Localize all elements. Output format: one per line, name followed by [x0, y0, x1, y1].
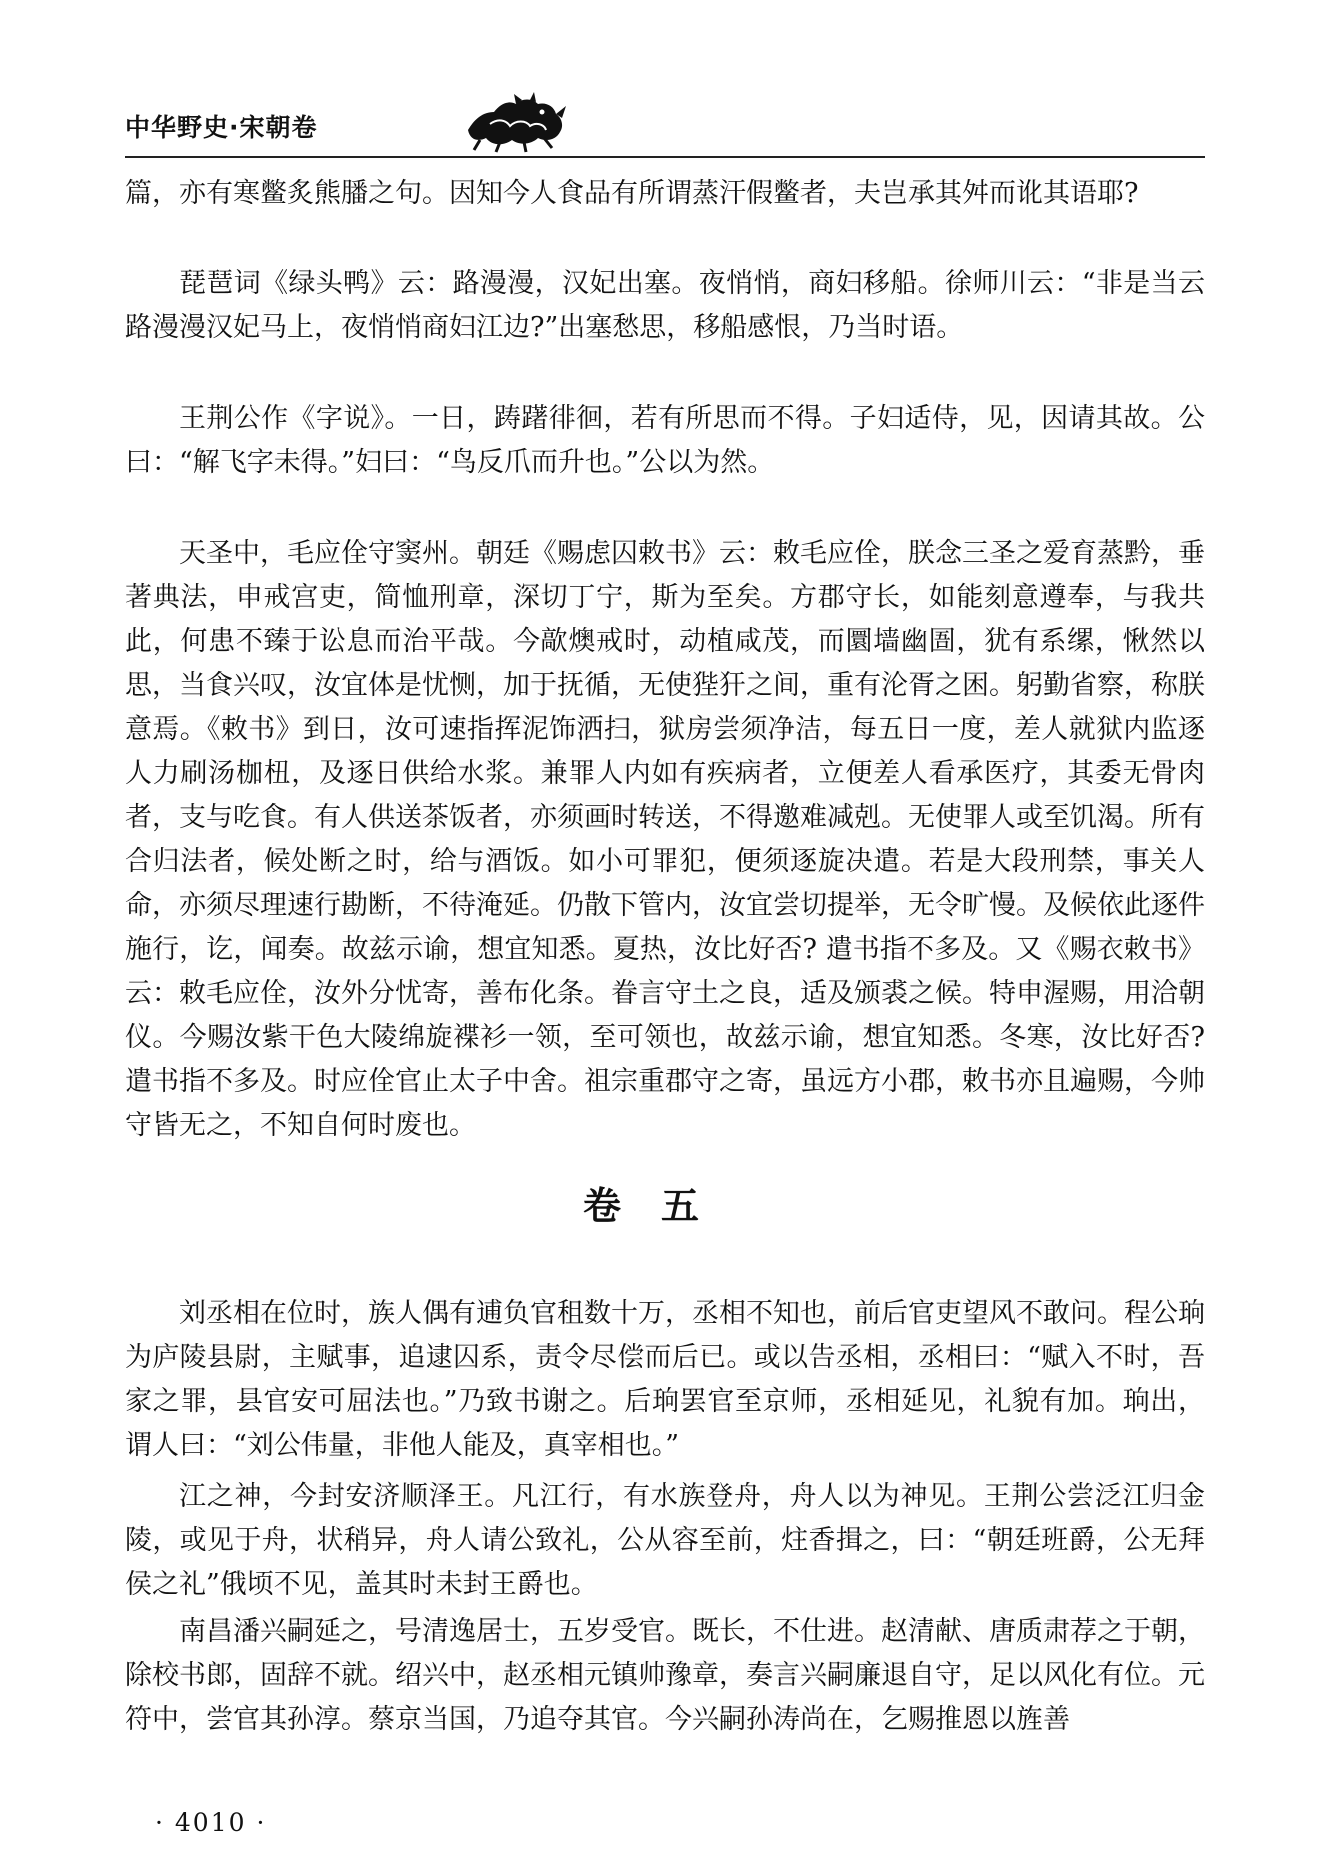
- dragon-emblem-icon: [460, 90, 570, 154]
- page-number: · 4010 ·: [155, 1808, 267, 1837]
- paragraph-continued: 篇，亦有寒鳖炙熊膰之句。因知今人食品有所谓蒸汗假鳖者，夫岂承其舛而讹其语耶?: [125, 178, 1139, 209]
- section-title: 卷五: [582, 1184, 739, 1228]
- paragraph: 江之神，今封安济顺泽王。凡江行，有水族登舟，舟人以为神见。王荆公尝泛江归金陵，或见于舟，状稍异，舟人请公致礼，公从容至前，炷香揖之，曰：“朝廷班爵，公无拜侯之礼”俄顷不见，盖其时未封王爵也。: [125, 1481, 1205, 1600]
- book-title: 中华野史·宋朝卷: [125, 113, 318, 142]
- paragraph: 琵琶词《绿头鸭》云：路漫漫，汉妃出塞。夜悄悄，商妇移船。徐师川云：“非是当云路漫漫汉妃马上，夜悄悄商妇江边?”出塞愁思，移船感恨，乃当时语。: [125, 268, 1205, 343]
- paragraph: 南昌潘兴嗣延之，号清逸居士，五岁受官。既长，不仕进。赵清献、唐质肃荐之于朝，除校书郎，固辞不就。绍兴中，赵丞相元镇帅豫章，奏言兴嗣廉退自守，足以风化有位。元符中，尝官其孙淳。蔡京当国，乃追夺其官。今兴嗣孙涛尚在，乞赐推恩以旌善: [125, 1616, 1205, 1735]
- paragraph: 刘丞相在位时，族人偶有逋负官租数十万，丞相不知也，前后官吏望风不敢问。程公珦为庐陵县尉，主赋事，追逮囚系，责令尽偿而后已。或以告丞相，丞相曰：“赋入不时，吾家之罪，县官安可屈法也。”乃致书谢之。后珦罢官至京师，丞相延见，礼貌有加。珦出，谓人曰：“刘公伟量，非他人能及，真宰相也。”: [125, 1298, 1205, 1461]
- running-header: [125, 98, 1205, 158]
- paragraph: 天圣中，毛应佺守窦州。朝廷《赐虑囚敕书》云：敕毛应佺，朕念三圣之爱育蒸黔，垂著典法，申戒宫吏，简恤刑章，深切丁宁，斯为至矣。方郡守长，如能刻意遵奉，与我共此，何患不臻于讼息而治平哉。今歊燠戒时，动植咸茂，而圜墙幽圄，犹有系缧，愀然以思，当食兴叹，汝宜体是忧恻，加于抚循，无使狴犴之间，重有沦胥之困。躬勤省察，称朕意焉。《敕书》到日，汝可速指挥泥饰洒扫，狱房尝须净洁，每五日一度，差人就狱内监逐人力刷汤枷杻，及逐日供给水浆。兼罪人内如有疾病者，立便差人看承医疗，其委无骨肉者，支与吃食。有人供送茶饭者，亦须画时转送，不得邀难减剋。无使罪人或至饥渴。所有合归法者，候处断之时，给与酒饭。如小可罪犯，便须逐旋决遣。若是大段刑禁，事关人命，亦须尽理速行勘断，不待淹延。仍散下管内，汝宜尝切提举，无令旷慢。及候依此逐件施行，讫，闻奏。故兹示谕，想宜知悉。夏热，汝比好否? 遣书指不多及。又《赐衣敕书》云：敕毛应佺，汝外分忧寄，善布化条。眷言守土之良，适及颁裘之候。特申渥赐，用洽朝仪。今赐汝紫干色大陵绵旋褋衫一领，至可领也，故兹示谕，想宜知悉。冬寒，汝比好否? 遣书指不多及。时应佺官止太子中舍。祖宗重郡守之寄，虽远方小郡，敕书亦且遍赐，今帅守皆无之，不知自何时废也。: [125, 538, 1205, 1141]
- header-rule: [125, 156, 1205, 158]
- paragraph: 王荆公作《字说》。一日，踌躇徘徊，若有所思而不得。子妇适侍，见，因请其故。公曰：“解飞字未得。”妇曰：“鸟反爪而升也。”公以为然。: [125, 403, 1205, 478]
